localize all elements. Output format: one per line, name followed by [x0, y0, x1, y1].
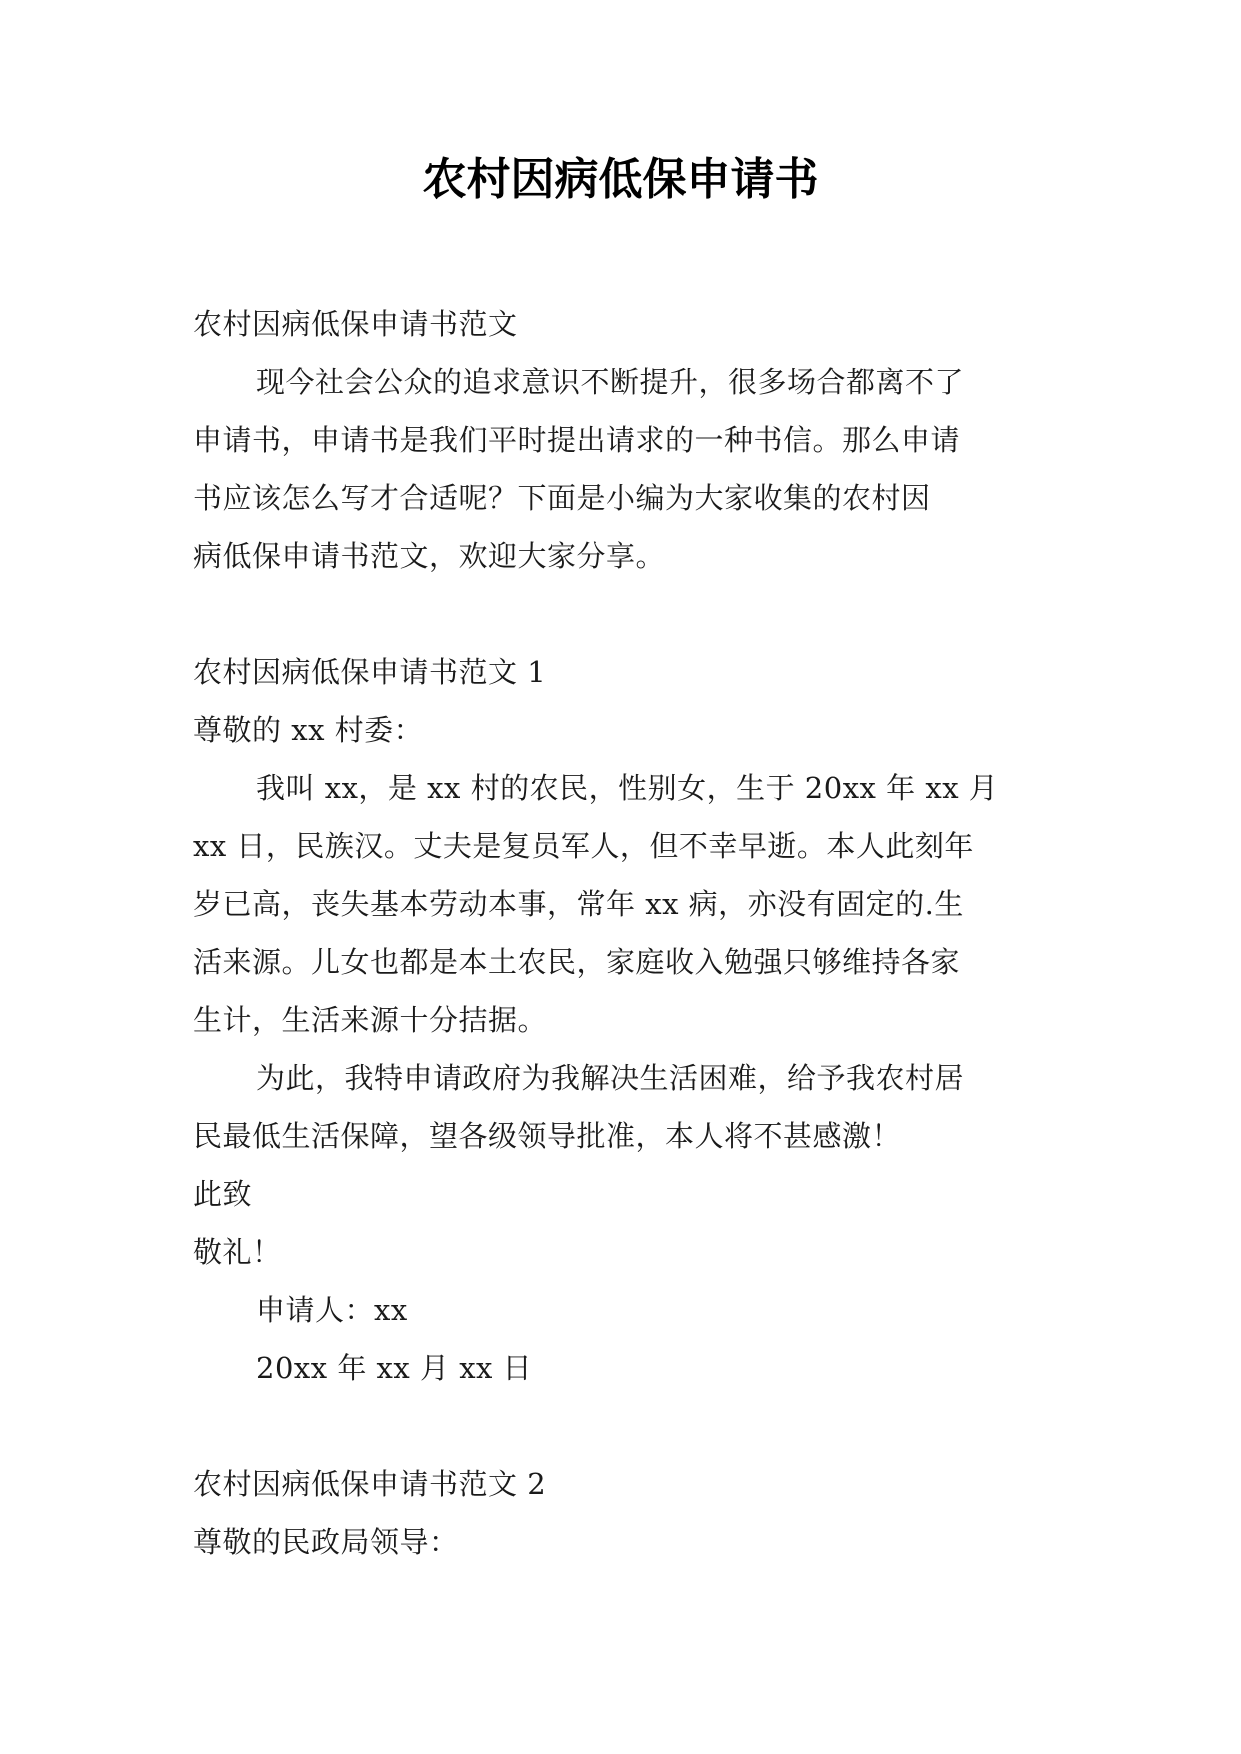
paragraph-line: xx 日，民族汉。丈夫是复员军人，但不幸早逝。本人此刻年 [193, 829, 974, 863]
spacer [193, 585, 1063, 643]
paragraph-line: 我叫 xx，是 xx 村的农民，性别女，生于 20xx 年 xx 月 [256, 771, 999, 805]
signature-date: 20xx 年 xx 月 xx 日 [256, 1351, 533, 1385]
closing-line-2: 敬礼！ [193, 1235, 282, 1269]
applicant-signature: 申请人：xx [256, 1293, 408, 1327]
paragraph-line: 活来源。儿女也都是本土农民，家庭收入勉强只够维持各家 [193, 945, 961, 979]
paragraph-line: 生计，生活来源十分拮据。 [193, 1003, 548, 1037]
paragraph-line: 民最低生活保障，望各级领导批准，本人将不甚感激！ [193, 1119, 902, 1153]
paragraph-line: 岁已高，丧失基本劳动本事，常年 xx 病，亦没有固定的.生 [193, 887, 964, 921]
sample1-heading: 农村因病低保申请书范文 1 [193, 655, 547, 689]
intro-paragraph [193, 353, 1063, 585]
paragraph-line: 病低保申请书范文，欢迎大家分享。 [193, 539, 666, 573]
closing-line-1: 此致 [193, 1177, 253, 1211]
sample2-heading: 农村因病低保申请书范文 2 [193, 1467, 547, 1501]
paragraph-line: 现今社会公众的追求意识不断提升，很多场合都离不了 [256, 365, 965, 399]
paragraph-line: 申请书，申请书是我们平时提出请求的一种书信。那么申请 [193, 423, 961, 457]
sample1-salutation: 尊敬的 xx 村委： [193, 713, 424, 747]
sample2-salutation: 尊敬的民政局领导： [193, 1525, 459, 1559]
sample1-paragraph-2 [193, 1049, 1063, 1165]
document-title: 农村因病低保申请书 [422, 154, 819, 205]
document-body [193, 295, 1063, 1571]
paragraph-line: 为此，我特申请政府为我解决生活困难，给予我农村居 [256, 1061, 965, 1095]
paragraph-line: 书应该怎么写才合适呢？下面是小编为大家收集的农村因 [193, 481, 931, 515]
sample1-paragraph-1 [193, 759, 1063, 1049]
spacer [193, 1397, 1063, 1455]
intro-heading: 农村因病低保申请书范文 [193, 307, 518, 341]
